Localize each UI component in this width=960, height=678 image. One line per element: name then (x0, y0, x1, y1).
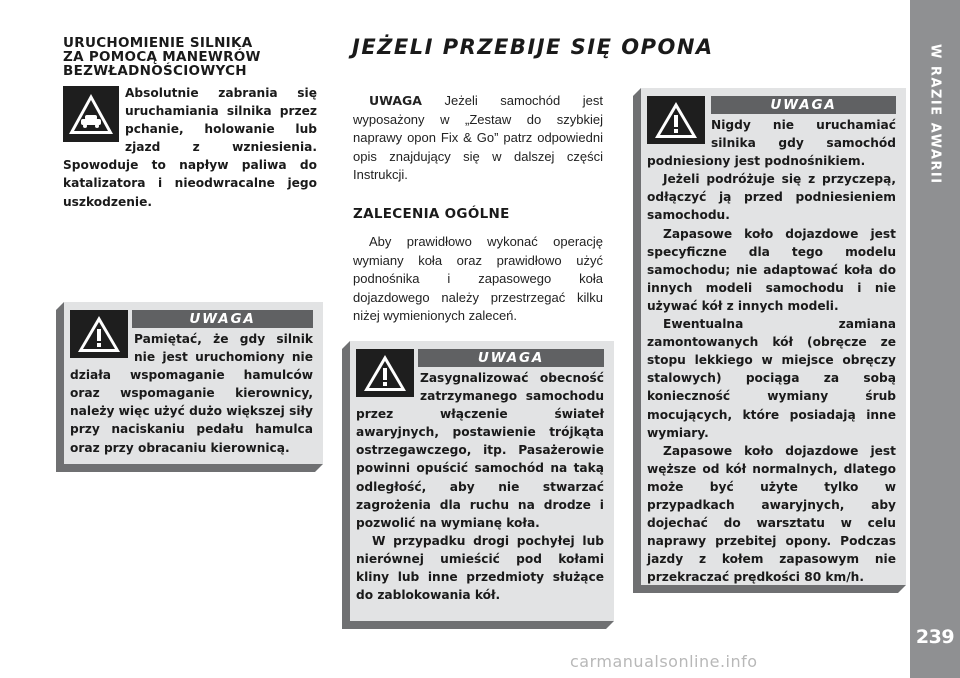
general-recommendations-heading: ZALECENIA OGÓLNE (353, 205, 510, 222)
warning-box-brakes-text: Pamiętać, że gdy silnik nie jest uruchomiony nie działa wspomaganie hamulców oraz wspomaganie kierownicy, należy więc użyć dużo większej siły przy naciskaniu pedału hamulca oraz przy obracaniu kierownicą. (70, 332, 313, 455)
warning-box-jack-p3: Zapasowe koło dojazdowe jest specyficzne dla tego modelu samochodu; nie adaptować koła do innych modeli samochodu i nie używać kół z innych modeli. (647, 226, 896, 313)
warning-triangle-icon (647, 96, 705, 144)
uwaga-note (353, 92, 603, 185)
general-recommendations-text: Aby prawidłowo wykonać operację wymiany koła oraz prawidłowo użyć podnośnika i zapasowego koła dojazdowego należy przestrzegać kilku niżej wymienionych zaleceń. (353, 233, 603, 324)
uwaga-lead: UWAGA (369, 93, 422, 108)
warning-box-road-safety-p1: Zasygnalizować obecność zatrzymanego samochodu przez włączenie świateł awaryjnych, postawienie trójkąta ostrzegawczego, itp. Pasażerowie powinni opuścić samochód na taką odległość, aby nie stwarzać zagrożenia dla ruchu na drodze i pozwolić na wymianę koła. (356, 371, 604, 530)
engine-start-heading: URUCHOMIENIE SILNIKA ZA POMOCĄ MANEWRÓW BEZWŁADNOŚCIOWYCH (63, 35, 261, 79)
warning-box-road-safety-p2: W przypadku drogi pochyłej lub nierównej umieścić pod kołami kliny lub inne przedmioty służące do zablokowania kół. (356, 533, 604, 603)
uwaga-label: UWAGA (132, 310, 313, 328)
warning-triangle-icon (356, 349, 414, 397)
warning-box-jack-p4: Ewentualna zamiana zamontowanych kół (obręcze ze stopu lekkiego w miejsce obręczy stalowych) pociąga za sobą konieczność wymiany śrub mocujących, które posiadają inne wymiary. (647, 317, 896, 440)
page-number: 239 (915, 626, 955, 648)
warning-box-brakes (56, 302, 323, 472)
chapter-label: W RAZIE AWARII (927, 44, 943, 185)
warning-box-jack-p2: Jeżeli podróżuje się z przyczepą, odłączyć ją przed podniesieniem samochodu. (647, 172, 896, 223)
warning-triangle-icon (70, 310, 128, 358)
engine-start-text: Absolutnie zabrania się uruchamiania silnika przez pchanie, holowanie lub zjazd z wzniesienia. Spowoduje to napływ paliwa do katalizatora i nieodwracalne jego uszkodzenie. (63, 86, 317, 209)
warning-box-jack-spare-wheel (633, 88, 906, 593)
uwaga-label: UWAGA (711, 96, 896, 114)
engine-start-section (63, 36, 317, 211)
uwaga-label: UWAGA (418, 349, 604, 367)
watermark: carmanualsonline.info (570, 652, 758, 671)
uwaga-note-text: Jeżeli samochód jest wyposażony w „Zestaw do szybkiej naprawy opon Fix & Go” patrz odpowiedni opis znajdujący się w dalszej części Instrukcji. (353, 93, 603, 183)
warning-box-jack-p1: Nigdy nie uruchamiać silnika gdy samochód podniesiony jest podnośnikiem. (647, 118, 896, 169)
car-warning-icon (63, 86, 119, 142)
engine-start-text-block (63, 84, 317, 211)
page-title: JEŻELI PRZEBIJE SIĘ OPONA (352, 35, 714, 59)
warning-box-road-safety (342, 341, 614, 629)
chapter-side-tab (910, 0, 960, 678)
warning-box-jack-p5: Zapasowe koło dojazdowe jest węższe od kół normalnych, dlatego może być użyte tylko w przypadkach awaryjnych, aby dojechać do warsztatu w celu naprawy przebitej opony. Podczas jazdy z kołem zapasowym nie przekraczać prędkości 80 km/h. (647, 443, 896, 585)
main-text-column (353, 92, 603, 326)
